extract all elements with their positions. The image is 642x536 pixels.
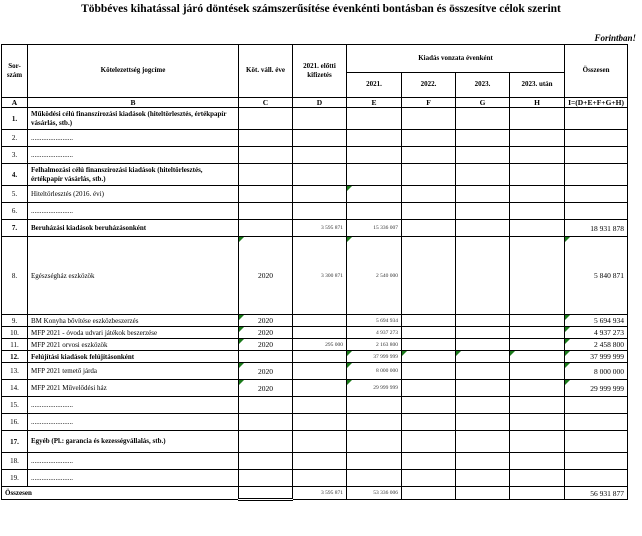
year-2021-cell[interactable]: 5 694 934 bbox=[347, 315, 402, 327]
year-2023-after-cell[interactable] bbox=[510, 380, 565, 397]
row-number[interactable]: 16. bbox=[2, 414, 28, 431]
year-2023-after-cell[interactable] bbox=[510, 203, 565, 220]
year-2023-cell[interactable] bbox=[456, 414, 510, 431]
header-osszesen: Összesen bbox=[565, 45, 628, 98]
prior-payment-cell[interactable] bbox=[293, 431, 347, 453]
commitments-table bbox=[1, 44, 628, 501]
grand-total: 56 931 877 bbox=[565, 487, 628, 500]
row-label[interactable]: MFP 2021 - óvoda udvari játékok beszerzése bbox=[28, 327, 239, 339]
total-cell[interactable] bbox=[565, 186, 628, 203]
year-2021-cell[interactable]: 37 999 999 bbox=[347, 351, 402, 363]
row-label[interactable]: Felhalmozási célú finanszírozási kiadások (hiteltörlesztés, értékpapír vásárlás, stb.) bbox=[28, 164, 239, 186]
commitment-year-cell[interactable]: 2020 bbox=[239, 339, 293, 351]
row-label[interactable]: Egyéb (Pl.: garancia és kezességvállalás, stb.) bbox=[28, 431, 239, 453]
year-2022-cell[interactable] bbox=[402, 220, 456, 237]
row-number[interactable]: 2. bbox=[2, 130, 28, 147]
table-row bbox=[2, 203, 628, 220]
total-cell[interactable]: 18 931 878 bbox=[565, 220, 628, 237]
year-2023-after-cell[interactable] bbox=[510, 237, 565, 315]
year-2022-cell[interactable] bbox=[402, 380, 456, 397]
year-2023-cell[interactable] bbox=[456, 397, 510, 414]
row-label[interactable]: MFP 2021 orvosi eszközök bbox=[28, 339, 239, 351]
year-2022-cell[interactable] bbox=[402, 315, 456, 327]
row-number[interactable]: 5. bbox=[2, 186, 28, 203]
year-2023-after-cell[interactable] bbox=[510, 431, 565, 453]
row-label[interactable]: ........................ bbox=[28, 470, 239, 487]
row-label[interactable]: ........................ bbox=[28, 397, 239, 414]
commitment-year-cell[interactable] bbox=[239, 453, 293, 470]
year-2023-after-cell[interactable] bbox=[510, 186, 565, 203]
year-2022-cell[interactable] bbox=[402, 147, 456, 164]
total-cell[interactable] bbox=[565, 414, 628, 431]
year-2022-cell[interactable] bbox=[402, 237, 456, 315]
column-letter: G bbox=[456, 98, 510, 108]
total-cell[interactable]: 5 840 871 bbox=[565, 237, 628, 315]
year-2022-cell[interactable] bbox=[402, 431, 456, 453]
year-2021-cell[interactable]: 29 999 999 bbox=[347, 380, 402, 397]
year-2021-cell[interactable] bbox=[347, 186, 402, 203]
commitment-year-cell[interactable] bbox=[239, 108, 293, 130]
year-2023-after-cell[interactable] bbox=[510, 164, 565, 186]
year-2023-cell[interactable] bbox=[456, 339, 510, 351]
year-2023-after-cell[interactable] bbox=[510, 108, 565, 130]
header-elotti-kifizetes: 2021. előtti kifizetés bbox=[293, 45, 347, 98]
prior-payment-cell[interactable] bbox=[293, 186, 347, 203]
year-2021-cell[interactable] bbox=[347, 108, 402, 130]
year-2021-cell[interactable] bbox=[347, 414, 402, 431]
column-letter: B bbox=[28, 98, 239, 108]
total-cell[interactable]: 8 000 000 bbox=[565, 363, 628, 380]
total-2023 bbox=[456, 487, 510, 500]
commitment-year-cell[interactable]: 2020 bbox=[239, 315, 293, 327]
row-number[interactable]: 4. bbox=[2, 164, 28, 186]
table-row bbox=[2, 164, 628, 186]
total-cell[interactable] bbox=[565, 147, 628, 164]
year-2023-after-cell[interactable] bbox=[510, 351, 565, 363]
total-row-label: Összesen bbox=[2, 487, 239, 500]
year-2021-cell[interactable]: 15 336 007 bbox=[347, 220, 402, 237]
header-kot-vall-eve: Köt. váll. éve bbox=[239, 45, 293, 98]
prior-payment-cell[interactable] bbox=[293, 108, 347, 130]
row-label[interactable]: BM Konyha bővítése eszközbeszerzés bbox=[28, 315, 239, 327]
table-body bbox=[2, 45, 628, 500]
year-2023-cell[interactable] bbox=[456, 147, 510, 164]
prior-payment-cell[interactable]: 3 595 871 bbox=[293, 220, 347, 237]
commitment-year-cell[interactable] bbox=[239, 147, 293, 164]
row-number[interactable]: 15. bbox=[2, 397, 28, 414]
column-letter: E bbox=[347, 98, 402, 108]
header-kiadas-vonzata: Kiadás vonzata évenként bbox=[347, 45, 565, 73]
commitment-year-cell[interactable]: 2020 bbox=[239, 363, 293, 380]
table-row bbox=[2, 327, 628, 339]
year-2022-cell[interactable] bbox=[402, 397, 456, 414]
row-number[interactable]: 13. bbox=[2, 363, 28, 380]
year-2021-cell[interactable]: 2 540 000 bbox=[347, 237, 402, 315]
row-label[interactable]: MFP 2021 Művelődési ház bbox=[28, 380, 239, 397]
row-number[interactable]: 7. bbox=[2, 220, 28, 237]
row-label[interactable]: ........................ bbox=[28, 203, 239, 220]
year-2023-after-cell[interactable] bbox=[510, 315, 565, 327]
year-2021-cell[interactable] bbox=[347, 164, 402, 186]
row-number[interactable]: 17. bbox=[2, 431, 28, 453]
commitment-year-cell[interactable]: 2020 bbox=[239, 237, 293, 315]
row-number[interactable]: 19. bbox=[2, 470, 28, 487]
commitment-year-cell[interactable] bbox=[239, 431, 293, 453]
total-row bbox=[2, 487, 628, 500]
table-row bbox=[2, 363, 628, 380]
row-number[interactable]: 8. bbox=[2, 237, 28, 315]
row-label[interactable]: Felújítási kiadások felújításonként bbox=[28, 351, 239, 363]
row-label[interactable]: Beruházási kiadások beruházásonként bbox=[28, 220, 239, 237]
row-number[interactable]: 9. bbox=[2, 315, 28, 327]
table-row bbox=[2, 315, 628, 327]
year-2022-cell[interactable] bbox=[402, 186, 456, 203]
table-row bbox=[2, 237, 628, 315]
row-label[interactable]: Működési célú finanszírozási kiadások (hiteltörlesztés, értékpapír vásárlás, stb.) bbox=[28, 108, 239, 130]
page-title: Többéves kihatással járó döntések számszerűsítése évenkénti bontásban és összesítve célok szerint bbox=[81, 3, 561, 15]
table-row bbox=[2, 470, 628, 487]
row-label[interactable]: ........................ bbox=[28, 147, 239, 164]
total-prior-payment: 3 595 871 bbox=[293, 487, 347, 500]
row-label[interactable]: MFP 2021 temető járda bbox=[28, 363, 239, 380]
row-label[interactable]: Hiteltörlesztés (2016. évi) bbox=[28, 186, 239, 203]
commitment-year-cell[interactable] bbox=[239, 130, 293, 147]
total-cell[interactable] bbox=[565, 470, 628, 487]
prior-payment-cell[interactable] bbox=[293, 327, 347, 339]
total-cell[interactable]: 4 937 273 bbox=[565, 327, 628, 339]
table-row bbox=[2, 108, 628, 130]
total-cell[interactable]: 5 694 934 bbox=[565, 315, 628, 327]
row-label[interactable]: ........................ bbox=[28, 453, 239, 470]
column-letter: H bbox=[510, 98, 565, 108]
header-year-2022: 2022. bbox=[402, 73, 456, 98]
row-number[interactable]: 6. bbox=[2, 203, 28, 220]
year-2023-cell[interactable] bbox=[456, 315, 510, 327]
column-letter-row bbox=[2, 98, 628, 108]
total-cell[interactable] bbox=[565, 453, 628, 470]
prior-payment-cell[interactable] bbox=[293, 453, 347, 470]
table-row bbox=[2, 380, 628, 397]
table-row bbox=[2, 130, 628, 147]
year-2021-cell[interactable] bbox=[347, 431, 402, 453]
header-year-2021: 2021. bbox=[347, 73, 402, 98]
year-2021-cell[interactable] bbox=[347, 203, 402, 220]
column-letter: C bbox=[239, 98, 293, 108]
row-number[interactable]: 12. bbox=[2, 351, 28, 363]
table-row bbox=[2, 453, 628, 470]
year-2023-after-cell[interactable] bbox=[510, 130, 565, 147]
prior-payment-cell[interactable]: 3 300 871 bbox=[293, 237, 347, 315]
commitment-year-cell[interactable] bbox=[239, 351, 293, 363]
year-2023-after-cell[interactable] bbox=[510, 453, 565, 470]
prior-payment-cell[interactable] bbox=[293, 130, 347, 147]
year-2021-cell[interactable] bbox=[347, 130, 402, 147]
prior-payment-cell[interactable] bbox=[293, 397, 347, 414]
prior-payment-cell[interactable]: 295 000 bbox=[293, 339, 347, 351]
table-row bbox=[2, 220, 628, 237]
year-2022-cell[interactable] bbox=[402, 363, 456, 380]
total-2023-after bbox=[510, 487, 565, 500]
commitment-year-cell[interactable] bbox=[239, 203, 293, 220]
commitment-year-cell[interactable]: 2020 bbox=[239, 327, 293, 339]
year-2021-cell[interactable]: 2 163 800 bbox=[347, 339, 402, 351]
total-year-cell bbox=[239, 487, 293, 500]
commitment-year-cell[interactable]: 2020 bbox=[239, 380, 293, 397]
year-2021-cell[interactable] bbox=[347, 470, 402, 487]
year-2023-after-cell[interactable] bbox=[510, 397, 565, 414]
year-2023-after-cell[interactable] bbox=[510, 339, 565, 351]
year-2023-after-cell[interactable] bbox=[510, 220, 565, 237]
year-2022-cell[interactable] bbox=[402, 108, 456, 130]
year-2021-cell[interactable] bbox=[347, 397, 402, 414]
total-cell[interactable]: 37 999 999 bbox=[565, 351, 628, 363]
table-row bbox=[2, 186, 628, 203]
row-number[interactable]: 14. bbox=[2, 380, 28, 397]
total-2021: 53 336 006 bbox=[347, 487, 402, 500]
currency-unit-note: Forintban! bbox=[594, 33, 636, 43]
table-row bbox=[2, 351, 628, 363]
total-cell[interactable] bbox=[565, 431, 628, 453]
prior-payment-cell[interactable] bbox=[293, 147, 347, 164]
table-row bbox=[2, 414, 628, 431]
table-row bbox=[2, 147, 628, 164]
prior-payment-cell[interactable] bbox=[293, 203, 347, 220]
row-number[interactable]: 3. bbox=[2, 147, 28, 164]
column-letter: A bbox=[2, 98, 28, 108]
year-2021-cell[interactable]: 8 000 000 bbox=[347, 363, 402, 380]
column-letter: D bbox=[293, 98, 347, 108]
header-jogcim: Kötelezettség jogcíme bbox=[28, 45, 239, 98]
commitment-year-cell[interactable] bbox=[239, 220, 293, 237]
prior-payment-cell[interactable] bbox=[293, 164, 347, 186]
header-year-2023-utan: 2023. után bbox=[510, 73, 565, 98]
year-2022-cell[interactable] bbox=[402, 453, 456, 470]
prior-payment-cell[interactable] bbox=[293, 315, 347, 327]
total-cell[interactable] bbox=[565, 130, 628, 147]
year-2023-after-cell[interactable] bbox=[510, 363, 565, 380]
prior-payment-cell[interactable] bbox=[293, 414, 347, 431]
commitment-year-cell[interactable] bbox=[239, 470, 293, 487]
year-2022-cell[interactable] bbox=[402, 203, 456, 220]
total-cell[interactable]: 29 999 999 bbox=[565, 380, 628, 397]
prior-payment-cell[interactable] bbox=[293, 363, 347, 380]
year-2023-cell[interactable] bbox=[456, 237, 510, 315]
year-2023-cell[interactable] bbox=[456, 164, 510, 186]
column-letter: I=(D+E+F+G+H) bbox=[565, 98, 628, 108]
year-2023-after-cell[interactable] bbox=[510, 414, 565, 431]
year-2022-cell[interactable] bbox=[402, 339, 456, 351]
year-2023-cell[interactable] bbox=[456, 220, 510, 237]
commitment-year-cell[interactable] bbox=[239, 164, 293, 186]
total-cell[interactable] bbox=[565, 397, 628, 414]
total-cell[interactable] bbox=[565, 203, 628, 220]
year-2023-cell[interactable] bbox=[456, 380, 510, 397]
table-row bbox=[2, 431, 628, 453]
year-2023-cell[interactable] bbox=[456, 203, 510, 220]
year-2023-cell[interactable] bbox=[456, 327, 510, 339]
prior-payment-cell[interactable] bbox=[293, 380, 347, 397]
year-2023-cell[interactable] bbox=[456, 130, 510, 147]
year-2022-cell[interactable] bbox=[402, 351, 456, 363]
year-2022-cell[interactable] bbox=[402, 164, 456, 186]
table-row bbox=[2, 397, 628, 414]
row-number[interactable]: 18. bbox=[2, 453, 28, 470]
commitment-year-cell[interactable] bbox=[239, 414, 293, 431]
commitment-year-cell[interactable] bbox=[239, 186, 293, 203]
year-2023-cell[interactable] bbox=[456, 431, 510, 453]
total-cell[interactable] bbox=[565, 108, 628, 130]
commitment-year-cell[interactable] bbox=[239, 397, 293, 414]
year-2022-cell[interactable] bbox=[402, 130, 456, 147]
year-2022-cell[interactable] bbox=[402, 327, 456, 339]
header-sorszam: Sor-szám bbox=[2, 45, 28, 98]
total-cell[interactable]: 2 458 800 bbox=[565, 339, 628, 351]
year-2023-after-cell[interactable] bbox=[510, 470, 565, 487]
prior-payment-cell[interactable] bbox=[293, 351, 347, 363]
prior-payment-cell[interactable] bbox=[293, 470, 347, 487]
year-2022-cell[interactable] bbox=[402, 414, 456, 431]
year-2021-cell[interactable] bbox=[347, 453, 402, 470]
row-number[interactable]: 1. bbox=[2, 108, 28, 130]
year-2023-cell[interactable] bbox=[456, 351, 510, 363]
year-2023-cell[interactable] bbox=[456, 186, 510, 203]
row-label[interactable]: ........................ bbox=[28, 414, 239, 431]
year-2021-cell[interactable]: 4 937 273 bbox=[347, 327, 402, 339]
year-2023-cell[interactable] bbox=[456, 363, 510, 380]
row-number[interactable]: 11. bbox=[2, 339, 28, 351]
year-2023-after-cell[interactable] bbox=[510, 327, 565, 339]
year-2023-cell[interactable] bbox=[456, 453, 510, 470]
total-cell[interactable] bbox=[565, 164, 628, 186]
row-label[interactable]: Egészségház eszközök bbox=[28, 237, 239, 315]
header-year-2023: 2023. bbox=[456, 73, 510, 98]
year-2021-cell[interactable] bbox=[347, 147, 402, 164]
year-2023-cell[interactable] bbox=[456, 470, 510, 487]
year-2023-after-cell[interactable] bbox=[510, 147, 565, 164]
year-2022-cell[interactable] bbox=[402, 470, 456, 487]
row-label[interactable]: ........................ bbox=[28, 130, 239, 147]
column-letter: F bbox=[402, 98, 456, 108]
year-2023-cell[interactable] bbox=[456, 108, 510, 130]
table-row bbox=[2, 339, 628, 351]
total-2022 bbox=[402, 487, 456, 500]
row-number[interactable]: 10. bbox=[2, 327, 28, 339]
